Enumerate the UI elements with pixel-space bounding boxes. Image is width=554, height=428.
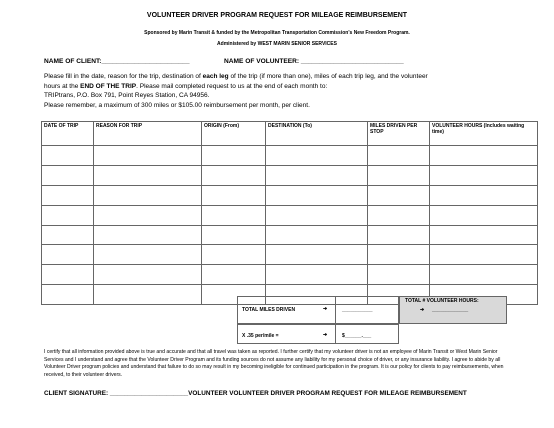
table-cell[interactable] xyxy=(94,265,202,285)
table-cell[interactable] xyxy=(266,265,368,285)
table-cell[interactable] xyxy=(430,245,538,265)
form-title: VOLUNTEER DRIVER PROGRAM REQUEST FOR MILEAGE REIMBURSEMENT xyxy=(146,12,408,19)
table-cell[interactable] xyxy=(266,146,368,166)
table-cell[interactable] xyxy=(94,185,202,205)
table-cell[interactable] xyxy=(42,185,94,205)
col-hours: VOLUNTEER HOURS (Includes waiting time) xyxy=(430,122,538,146)
table-cell[interactable] xyxy=(42,146,94,166)
table-cell[interactable] xyxy=(368,205,430,225)
mailing-address: TRIPtrans, P.O. Box 791, Point Reyes Station, CA 94956. xyxy=(44,92,210,100)
table-row xyxy=(42,146,538,166)
table-cell[interactable] xyxy=(202,225,266,245)
table-row xyxy=(42,245,538,265)
table-cell[interactable] xyxy=(94,285,202,305)
table-cell[interactable] xyxy=(202,245,266,265)
table-cell[interactable] xyxy=(368,146,430,166)
table-cell[interactable] xyxy=(368,185,430,205)
footer-title: VOLUNTEER VOLUNTEER DRIVER PROGRAM REQUEST FOR MILEAGE REIMBURSEMENT xyxy=(188,390,467,397)
total-miles-label: TOTAL MILES DRIVEN xyxy=(242,307,296,313)
table-cell[interactable] xyxy=(266,245,368,265)
table-cell[interactable] xyxy=(266,205,368,225)
table-cell[interactable] xyxy=(42,165,94,185)
admin-line: Administered by WEST MARIN SENIOR SERVICES xyxy=(217,41,337,47)
col-miles: MILES DRIVEN PER STOP xyxy=(368,122,430,146)
table-cell[interactable] xyxy=(430,146,538,166)
table-cell[interactable] xyxy=(94,245,202,265)
table-cell[interactable] xyxy=(94,165,202,185)
table-cell[interactable] xyxy=(368,165,430,185)
table-cell[interactable] xyxy=(202,205,266,225)
total-miles-blank: ___________ xyxy=(342,307,373,313)
table-row xyxy=(42,165,538,185)
table-cell[interactable] xyxy=(368,265,430,285)
table-cell[interactable] xyxy=(368,245,430,265)
table-cell[interactable] xyxy=(430,165,538,185)
certification-text: I certify that all information provided above is true and accurate and that all travel was taken as reported. I further certify that my volunteer driver is not an employee of Marin Transit or West Marin Senior Services and I understand and agree that the Volunteer Driver Program and its funding sources do not assume any liability for my personal choice of driver, or any insurance liability. I agree to abide by all Volunteer Driver program policies and understand that failure to do so may result in my becoming ineligible for continued participation in the program. It is our policy for clients to pay reimbursements, when received, to their volunteer drivers. xyxy=(44,349,504,378)
col-origin: ORIGIN (From) xyxy=(202,122,266,146)
table-cell[interactable] xyxy=(42,265,94,285)
client-name-field[interactable]: NAME OF CLIENT:________________________ xyxy=(44,58,190,65)
trip-table xyxy=(41,121,538,305)
col-date: DATE OF TRIP xyxy=(42,122,94,146)
instructions-line2: hours at the END OF THE TRIP. Please mail completed request to us at the end of each month to: xyxy=(44,82,328,90)
signature-line xyxy=(44,390,467,397)
table-cell[interactable] xyxy=(42,205,94,225)
table-cell[interactable] xyxy=(94,225,202,245)
arrow-icon: ➔ xyxy=(323,332,328,338)
instructions-line1: Please fill in the date, reason for the trip, destination of each leg of the trip (if more than one), miles of each trip leg, and the volunteer xyxy=(44,73,428,80)
table-cell[interactable] xyxy=(430,265,538,285)
trip-table-header xyxy=(42,122,538,146)
table-row xyxy=(42,225,538,245)
table-cell[interactable] xyxy=(42,285,94,305)
table-cell[interactable] xyxy=(42,245,94,265)
table-row xyxy=(42,265,538,285)
col-reason: REASON FOR TRIP xyxy=(94,122,202,146)
rate-label: X .35 per/mile = xyxy=(242,333,279,339)
table-cell[interactable] xyxy=(202,185,266,205)
sponsor-line: Sponsored by Marin Transit & funded by the Metropolitan Transportation Commission's New Freedom Program. xyxy=(144,30,410,36)
table-cell[interactable] xyxy=(42,225,94,245)
arrow-icon: ➔ xyxy=(420,307,425,313)
volunteer-name-field[interactable]: NAME OF VOLUNTEER: ____________________________ xyxy=(224,58,404,65)
trip-table-body xyxy=(42,146,538,305)
arrow-icon: ➔ xyxy=(323,306,328,312)
instructions xyxy=(44,72,520,110)
table-cell[interactable] xyxy=(266,185,368,205)
table-cell[interactable] xyxy=(266,165,368,185)
table-row xyxy=(42,185,538,205)
total-hours-label: TOTAL # VOLUNTEER HOURS: xyxy=(405,298,479,304)
total-hours-blank: _____________ xyxy=(432,307,469,313)
table-cell[interactable] xyxy=(430,225,538,245)
table-cell[interactable] xyxy=(202,165,266,185)
col-destination: DESTINATION (To) xyxy=(266,122,368,146)
table-row xyxy=(42,205,538,225)
table-cell[interactable] xyxy=(430,185,538,205)
table-cell[interactable] xyxy=(94,205,202,225)
amount-blank: $______.___ xyxy=(342,333,372,339)
table-cell[interactable] xyxy=(202,265,266,285)
reimbursement-limit: Please remember, a maximum of 300 miles or $105.00 reimbursement per month, per client. xyxy=(44,101,310,109)
table-cell[interactable] xyxy=(202,146,266,166)
table-cell[interactable] xyxy=(94,146,202,166)
client-signature-field[interactable]: CLIENT SIGNATURE: ______________________ xyxy=(44,390,189,397)
table-cell[interactable] xyxy=(430,205,538,225)
table-cell[interactable] xyxy=(368,225,430,245)
table-cell[interactable] xyxy=(266,225,368,245)
